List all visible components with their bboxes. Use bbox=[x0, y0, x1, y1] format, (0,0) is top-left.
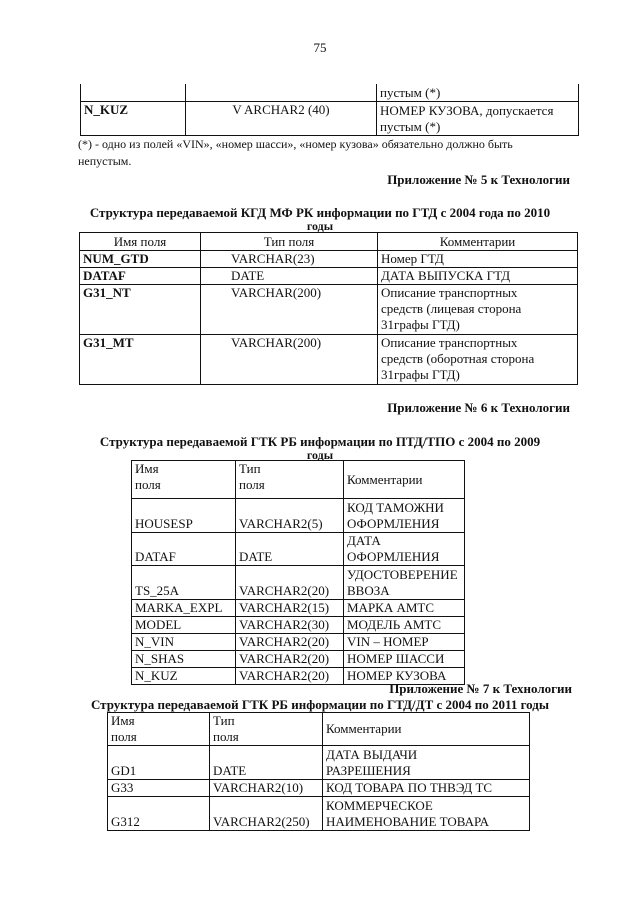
section-title-line: Структура передаваемой КГД МФ РК информации по ГТД с 2004 года по 2010 bbox=[89, 205, 551, 220]
field-type: VARCHAR2(5) bbox=[236, 499, 344, 533]
table-row bbox=[108, 746, 530, 780]
field-comment: НОМЕР КУЗОВА bbox=[344, 668, 465, 685]
field-comment: ДАТА ОФОРМЛЕНИЯ bbox=[344, 533, 465, 566]
field-name: G33 bbox=[108, 780, 210, 797]
table-row bbox=[80, 285, 578, 335]
field-type: VARCHAR2(20) bbox=[236, 566, 344, 600]
section-title-line: годы bbox=[306, 219, 334, 233]
page-number: 75 bbox=[313, 40, 327, 55]
comment-line: УДОСТОВЕРЕНИЕ bbox=[347, 567, 458, 582]
header-line: поля bbox=[213, 729, 239, 744]
section-title-line: Структура передаваемой ГТК РБ информации по ГТД/ДТ с 2004 по 2011 годы bbox=[90, 697, 550, 712]
field-type: VARCHAR(200) bbox=[201, 285, 378, 335]
comment-line: ВВОЗА bbox=[347, 583, 390, 598]
table-continuation bbox=[80, 84, 579, 136]
table-cell bbox=[186, 84, 377, 101]
field-name: N_VIN bbox=[132, 634, 236, 651]
table-header-row bbox=[80, 233, 578, 251]
field-comment: Номер ГТД bbox=[378, 251, 578, 268]
section-7-title bbox=[40, 697, 600, 712]
field-comment bbox=[378, 285, 578, 335]
header-line: поля bbox=[135, 477, 161, 492]
table-row bbox=[132, 533, 465, 566]
field-name: G31_MT bbox=[80, 335, 201, 385]
comment-line: НАИМЕНОВАНИЕ ТОВАРА bbox=[326, 814, 490, 829]
field-comment: VIN – НОМЕР bbox=[344, 634, 465, 651]
field-comment: КОД ТОВАРА ПО ТНВЭД ТС bbox=[323, 780, 530, 797]
comment-line: РАЗРЕШЕНИЯ bbox=[326, 763, 411, 778]
header-line: Имя bbox=[135, 461, 159, 476]
field-type: VARCHAR2(10) bbox=[210, 780, 323, 797]
appendix-6-label: Приложение № 6 к Технологии bbox=[387, 400, 570, 415]
field-name: G312 bbox=[108, 797, 210, 831]
table-row bbox=[132, 499, 465, 533]
table-row bbox=[132, 634, 465, 651]
header-cell bbox=[236, 461, 344, 499]
table-row bbox=[108, 780, 530, 797]
table-row bbox=[81, 101, 579, 135]
table-header-row bbox=[108, 713, 530, 746]
field-name: N_KUZ bbox=[81, 101, 186, 135]
field-comment: НОМЕР ШАССИ bbox=[344, 651, 465, 668]
field-comment bbox=[323, 797, 530, 831]
comment-line: Описание транспортных bbox=[381, 335, 518, 350]
header-line: Тип bbox=[239, 461, 261, 476]
header-line: Тип bbox=[213, 713, 235, 728]
field-type: VARCHAR(200) bbox=[201, 335, 378, 385]
table-row bbox=[132, 617, 465, 634]
field-type: VARCHAR2(20) bbox=[236, 651, 344, 668]
comment-line: 31графы ГТД) bbox=[381, 317, 460, 332]
header-cell: Имя поля bbox=[80, 233, 201, 251]
comment-line: пустым (*) bbox=[380, 118, 441, 134]
field-name: MODEL bbox=[132, 617, 236, 634]
table-row bbox=[80, 268, 578, 285]
appendix-7-label: Приложение № 7 к Технологии bbox=[389, 681, 572, 696]
section-title-line: Структура передаваемой ГТК РБ информации по ПТД/ТПО с 2004 по 2009 bbox=[99, 434, 541, 449]
header-line: поля bbox=[239, 477, 265, 492]
table-cell bbox=[81, 84, 186, 101]
field-type: DATE bbox=[201, 268, 378, 285]
comment-line: КОММЕРЧЕСКОЕ bbox=[326, 798, 433, 813]
field-comment bbox=[378, 335, 578, 385]
field-type: VARCHAR(23) bbox=[201, 251, 378, 268]
field-name: MARKA_EXPL bbox=[132, 600, 236, 617]
field-name: G31_NT bbox=[80, 285, 201, 335]
field-name: N_SHAS bbox=[132, 651, 236, 668]
table-row bbox=[132, 600, 465, 617]
header-cell: Комментарии bbox=[323, 713, 530, 746]
footnote-line: (*) - одно из полей «VIN», «номер шасси», «номер кузова» обязательно должно быть bbox=[78, 137, 513, 151]
field-type: VARCHAR2(30) bbox=[236, 617, 344, 634]
field-type: DATE bbox=[210, 746, 323, 780]
field-comment: ДАТА ВЫПУСКА ГТД bbox=[378, 268, 578, 285]
field-name: TS_25A bbox=[132, 566, 236, 600]
field-comment: МАРКА АМТС bbox=[344, 600, 465, 617]
table-cell: пустым (*) bbox=[377, 84, 579, 101]
field-name: HOUSESP bbox=[132, 499, 236, 533]
table-section-6 bbox=[131, 460, 465, 685]
field-comment bbox=[377, 101, 579, 135]
field-name: DATAF bbox=[80, 268, 201, 285]
field-comment bbox=[344, 566, 465, 600]
field-type: VARCHAR2(250) bbox=[210, 797, 323, 831]
footnote bbox=[78, 136, 578, 170]
section-5-title bbox=[40, 205, 600, 232]
table-section-7 bbox=[107, 712, 530, 831]
field-type: V ARCHAR2 (40) bbox=[186, 101, 377, 135]
table-header-row bbox=[132, 461, 465, 499]
table-section-5 bbox=[79, 232, 578, 385]
field-type: VARCHAR2(15) bbox=[236, 600, 344, 617]
appendix-5-label: Приложение № 5 к Технологии bbox=[387, 172, 570, 187]
field-comment bbox=[323, 746, 530, 780]
field-name: NUM_GTD bbox=[80, 251, 201, 268]
field-name: DATAF bbox=[132, 533, 236, 566]
field-comment bbox=[344, 499, 465, 533]
table-row bbox=[132, 566, 465, 600]
field-type: VARCHAR2(20) bbox=[236, 634, 344, 651]
field-name: GD1 bbox=[108, 746, 210, 780]
table-row bbox=[80, 251, 578, 268]
field-type: VARCHAR2(20) bbox=[236, 668, 344, 685]
header-cell: Комментарии bbox=[378, 233, 578, 251]
comment-line: средств (лицевая сторона bbox=[381, 301, 522, 316]
table-row bbox=[108, 797, 530, 831]
comment-line: НОМЕР КУЗОВА, допускается bbox=[380, 102, 554, 118]
header-cell bbox=[108, 713, 210, 746]
header-cell: Тип поля bbox=[201, 233, 378, 251]
comment-line: средств (оборотная сторона bbox=[381, 351, 535, 366]
header-line: поля bbox=[111, 729, 137, 744]
comment-line: Описание транспортных bbox=[381, 285, 518, 300]
field-type: DATE bbox=[236, 533, 344, 566]
section-6-title bbox=[40, 434, 600, 461]
comment-line: КОД ТАМОЖНИ bbox=[347, 500, 444, 515]
field-name: N_KUZ bbox=[132, 668, 236, 685]
table-row bbox=[132, 651, 465, 668]
table-row bbox=[80, 335, 578, 385]
comment-line: ДАТА ВЫДАЧИ bbox=[326, 747, 418, 762]
header-line: Имя bbox=[111, 713, 135, 728]
section-title-line: годы bbox=[306, 448, 334, 462]
header-cell bbox=[210, 713, 323, 746]
header-cell bbox=[132, 461, 236, 499]
footnote-line: непустым. bbox=[78, 154, 132, 168]
table-row bbox=[81, 84, 579, 101]
header-cell: Комментарии bbox=[344, 461, 465, 499]
field-comment: МОДЕЛЬ АМТС bbox=[344, 617, 465, 634]
comment-line: 31графы ГТД) bbox=[381, 367, 460, 382]
comment-line: ОФОРМЛЕНИЯ bbox=[347, 516, 440, 531]
